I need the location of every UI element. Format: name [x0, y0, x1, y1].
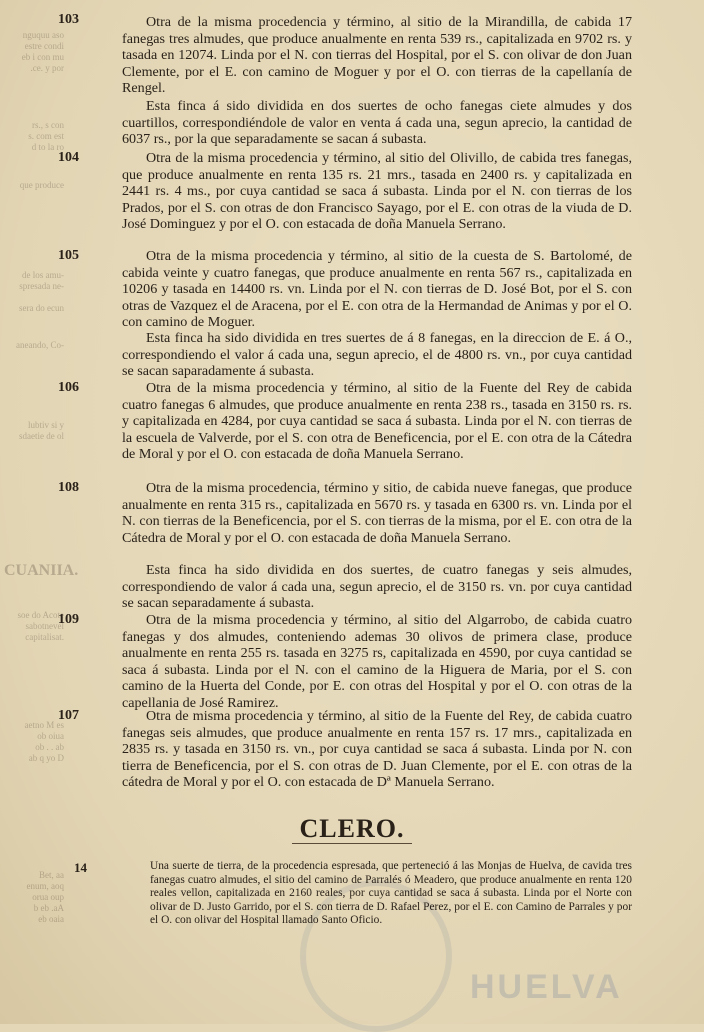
watermark-text: HUELVA [470, 968, 623, 1006]
entry-paragraph: Esta finca ha sido dividida en dos suertes, de cuatro fanegas y seis almudes, correspondiendo de valor á cada una, segun aprecio, el de 3150 rs. vn. por cuya cantidad se sacan separadamente á subasta. [122, 562, 632, 612]
bleed-through-text: aneando, Co- [16, 340, 64, 350]
entry-paragraph: Otra de la misma procedencia y término, al sitio del Algarrobo, de cabida cuatro fanegas y dos almudes, conteniendo ademas 30 olivos de primera clase, produce anualmente en renta 255 rs. tasada en 3275 rs, capitalizada en 4590, por cuya cantidad se saca á subasta. Linda por el N. con el camino de la Higuera de Maria, por el S. con camino de la Huerta del Conde, por E. con otras del Hospital y por el O. con otras de la capellania de José Ramirez. [122, 612, 632, 711]
section-heading: CLERO. [299, 814, 405, 843]
bleed-through-text: CUANIIA. [4, 562, 79, 579]
entry-paragraph: Otra de la misma procedencia y término, al sitio de la cuesta de S. Bartolomé, de cabida veinte y cuatro fanegas, que produce anualmente en renta 567 rs., capitalizada en 10206 y tasada en 14400 rs. vn. Linda por el N. con tierras de D. José Bot, por el S. con otras de Vazquez el de Aracena, por el E. con otra de la Hermandad de Animas y por el O. con camino de Moguer. [122, 248, 632, 331]
entry-paragraph: Otra de la misma procedencia y término, al sitio del Olivillo, de cabida tres fanegas, que produce anualmente en renta 135 rs. 21 mrs., tasada en 2400 rs. y capitalizada en 2441 rs. 4 ms., por cuya cantidad se saca á subasta. Linda por el N. con tierras de los Prados, por el S. con otras de don Francisco Sayago, por el E. con otras de la viuda de D. José Dominguez y por el O. con estacada de doña Manuela Serrano. [122, 150, 632, 233]
bleed-through-text: Bet, aa enum, aoq orua oup b eb .aA eb oaia [26, 870, 64, 924]
entry-number: 108 [58, 480, 79, 495]
entry-number: 14 [74, 860, 87, 875]
heading-rule [292, 843, 412, 844]
bleed-through-text: aetno M es ob oiua ob . . ab ab q yo D [24, 720, 64, 763]
entry-paragraph: Otra de la misma procedencia y término, al sitio de la Mirandilla, de cabida 17 fanegas tres almudes, que produce anualmente en renta 539 rs., capitalizada en 9702 rs. y tasada en 12074. Linda por el N. con tierras del Hospital, por el S. con olivar de don Juan Clemente, por el E. con camino de Moguer y por el O. con tierras de la capellanía de Rengel. [122, 14, 632, 97]
entry-paragraph: Otra de la misma procedencia y término, al sitio de la Fuente del Rey de cabida cuatro fanegas 6 almudes, que produce anualmente en renta 238 rs., tasada en 3150 rs. rs. y capitalizada en 4284, por cuya cantidad se saca á subasta. Linda por el N. con tierras de la escuela de Valverde, por el S. con otra de Beneficencia, por el E. con otra de la Cátedra de Moral y por el O. con estacada de doña Manuela Serrano. [122, 380, 632, 463]
bleed-through-text: soe do Acote sabotnevel capitalisat. [17, 610, 64, 642]
entry-number: 105 [58, 248, 79, 263]
entry-paragraph: Esta finca ha sido dividida en tres suertes de á 8 fanegas, en la direccion de E. á O., correspondiendo el valor á cada una, segun aprecio, el de 4800 rs. vn., por cuya cantidad se sacan saparadamente á subasta. [122, 330, 632, 380]
entry-number: 104 [58, 150, 79, 165]
bleed-through-text: nguquu aso estre condi eb i con mu .ce. y por [21, 30, 64, 73]
bleed-through-text: que produce [19, 180, 64, 190]
entry-number: 106 [58, 380, 79, 395]
bleed-through-text: de los amu- spresada ne- sera do ecun [19, 270, 64, 313]
bleed-through-text: lubtiv si y sdaetie de ol [19, 420, 64, 441]
entry-number: 109 [58, 612, 79, 627]
entry-number: 103 [58, 12, 79, 27]
entry-paragraph: Esta finca á sido dividida en dos suertes de ocho fanegas ciete almudes y dos cuartillos, correspondiéndole de valor en venta á cada una, segun aprecio, la cantidad de 6037 rs., por la que separadamente se sacan á subasta. [122, 98, 632, 148]
entry-paragraph: Otra de la misma procedencia, término y sitio, de cabida nueve fanegas, que produce anualmente en renta 315 rs., capitalizada en 5670 rs. y tasada en 6300 rs. vn. Linda por el N. con tierras de la Beneficencia, por el S. con tierras de la misma, por el E. con otra de la Cátedra de Moral y por el O. con estacada de doña Manuela Serrano. [122, 480, 632, 546]
entry-paragraph: Una suerte de tierra, de la procedencia espresada, que perteneció á las Monjas de Huelva, de cavida tres fanegas cuatro almudes, el sitio del camino de Parralés ó Meadero, que produce anualmente en renta 120 reales vellon, capitalizada en 2160 reales, por cuya cantidad se saca á subasta. Linda por el Norte con olivar de D. Justo Garrido, por el S. con tierra de D. Rafael Perez, por el E. con Camino de Parrales y por el O. con olivar del Hospital llamado Santo Oficio. [150, 860, 632, 927]
entry-number: 107 [58, 708, 79, 723]
bleed-through-text: rs., s con s. com est d to la ro [28, 120, 64, 152]
entry-paragraph: Otra de misma procedencia y término, al sitio de la Fuente del Rey, de cabida cuatro fanegas seis almudes, que produce anualmente en renta 157 rs. 17 mrs., capitalizada en 2835 rs. y tasada en 3150 rs. vn., por cuya cantidad se saca á subasta. Linda por N. con tierra de Beneficencia, por el S. con otras de D. Juan Clemente, por el E. con otras de la cátedra de Moral y por el O. con estacada de Dª Manuela Serrano. [122, 708, 632, 791]
